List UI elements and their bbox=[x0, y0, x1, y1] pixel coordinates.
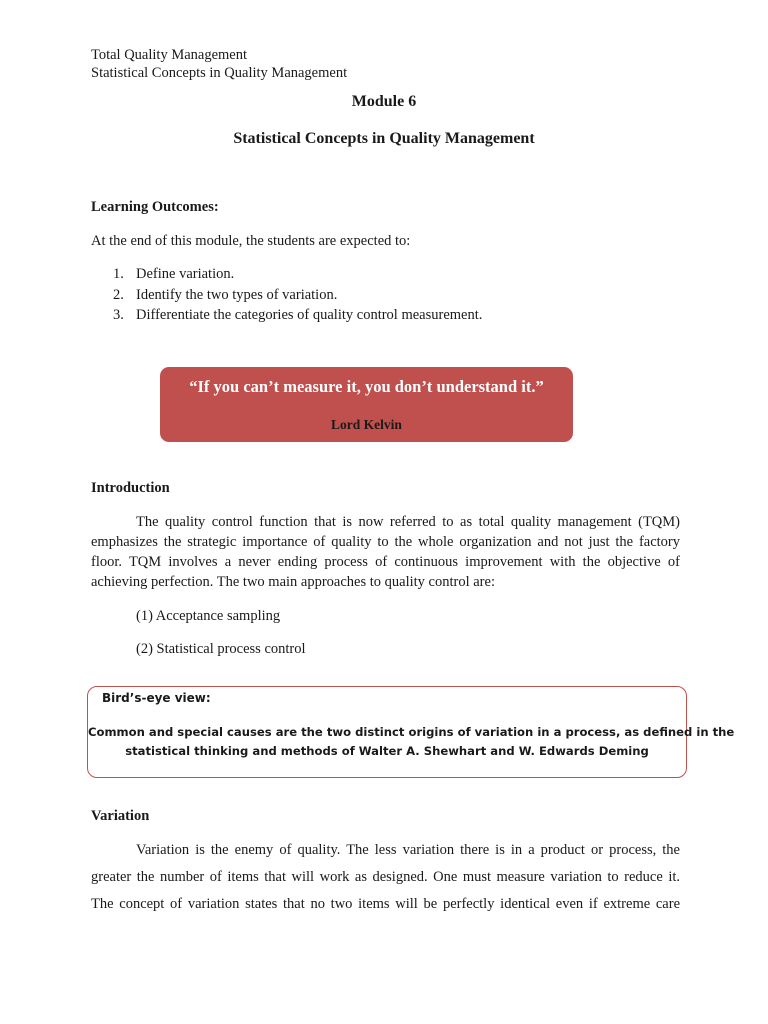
paragraph-line: greater the number of items that will work as designed. One must measure variation to reduce it. bbox=[91, 869, 680, 885]
list-item bbox=[113, 305, 482, 326]
module-number: Module 6 bbox=[351, 93, 417, 110]
learning-outcomes-intro: At the end of this module, the students are expected to: bbox=[91, 233, 411, 249]
paragraph-line: floor. TQM involves a never ending process of continuous improvement with the objective of bbox=[91, 554, 680, 570]
introduction-heading: Introduction bbox=[91, 480, 170, 496]
list-item-text: Differentiate the categories of quality control measurement. bbox=[136, 307, 483, 323]
quote-box bbox=[160, 367, 573, 442]
approach-item-2: (2) Statistical process control bbox=[136, 641, 306, 657]
list-item-text: Define variation. bbox=[136, 266, 235, 282]
variation-heading: Variation bbox=[91, 808, 150, 824]
list-item bbox=[113, 264, 482, 285]
birds-eye-view-box bbox=[87, 686, 735, 778]
list-item-number: 3. bbox=[113, 307, 124, 323]
approach-item-1: (1) Acceptance sampling bbox=[136, 608, 281, 624]
birds-eye-view-line: statistical thinking and methods of Walter A. Shewhart and W. Edwards Deming bbox=[125, 744, 649, 758]
paragraph-line: achieving perfection. The two main approaches to quality control are: bbox=[91, 574, 495, 590]
quote-text: “If you can’t measure it, you don’t understand it.” bbox=[189, 377, 544, 396]
document-header-subtitle: Statistical Concepts in Quality Management bbox=[91, 65, 348, 81]
learning-outcomes-heading: Learning Outcomes: bbox=[91, 199, 219, 215]
paragraph-line: emphasizes the strategic importance of quality to the whole organization and not just the factory bbox=[91, 534, 680, 550]
paragraph-line: Variation is the enemy of quality. The less variation there is in a product or process, the bbox=[136, 842, 680, 858]
birds-eye-view-line: Common and special causes are the two distinct origins of variation in a process, as defined in the bbox=[88, 725, 735, 739]
list-item-number: 2. bbox=[113, 286, 124, 303]
document-header-course: Total Quality Management bbox=[91, 47, 248, 63]
learning-outcomes-list bbox=[113, 264, 482, 326]
paragraph-line: The quality control function that is now referred to as total quality management (TQM) bbox=[136, 514, 680, 530]
list-item bbox=[113, 285, 482, 306]
list-item-number: 1. bbox=[113, 266, 124, 282]
introduction-paragraph bbox=[91, 512, 680, 592]
module-title: Statistical Concepts in Quality Management bbox=[233, 130, 535, 147]
quote-author: Lord Kelvin bbox=[331, 417, 402, 432]
list-item-text: Identify the two types of variation. bbox=[136, 286, 338, 303]
birds-eye-view-title: Bird’s-eye view: bbox=[102, 691, 211, 705]
paragraph-line: The concept of variation states that no two items will be perfectly identical even if extreme care bbox=[91, 896, 680, 912]
